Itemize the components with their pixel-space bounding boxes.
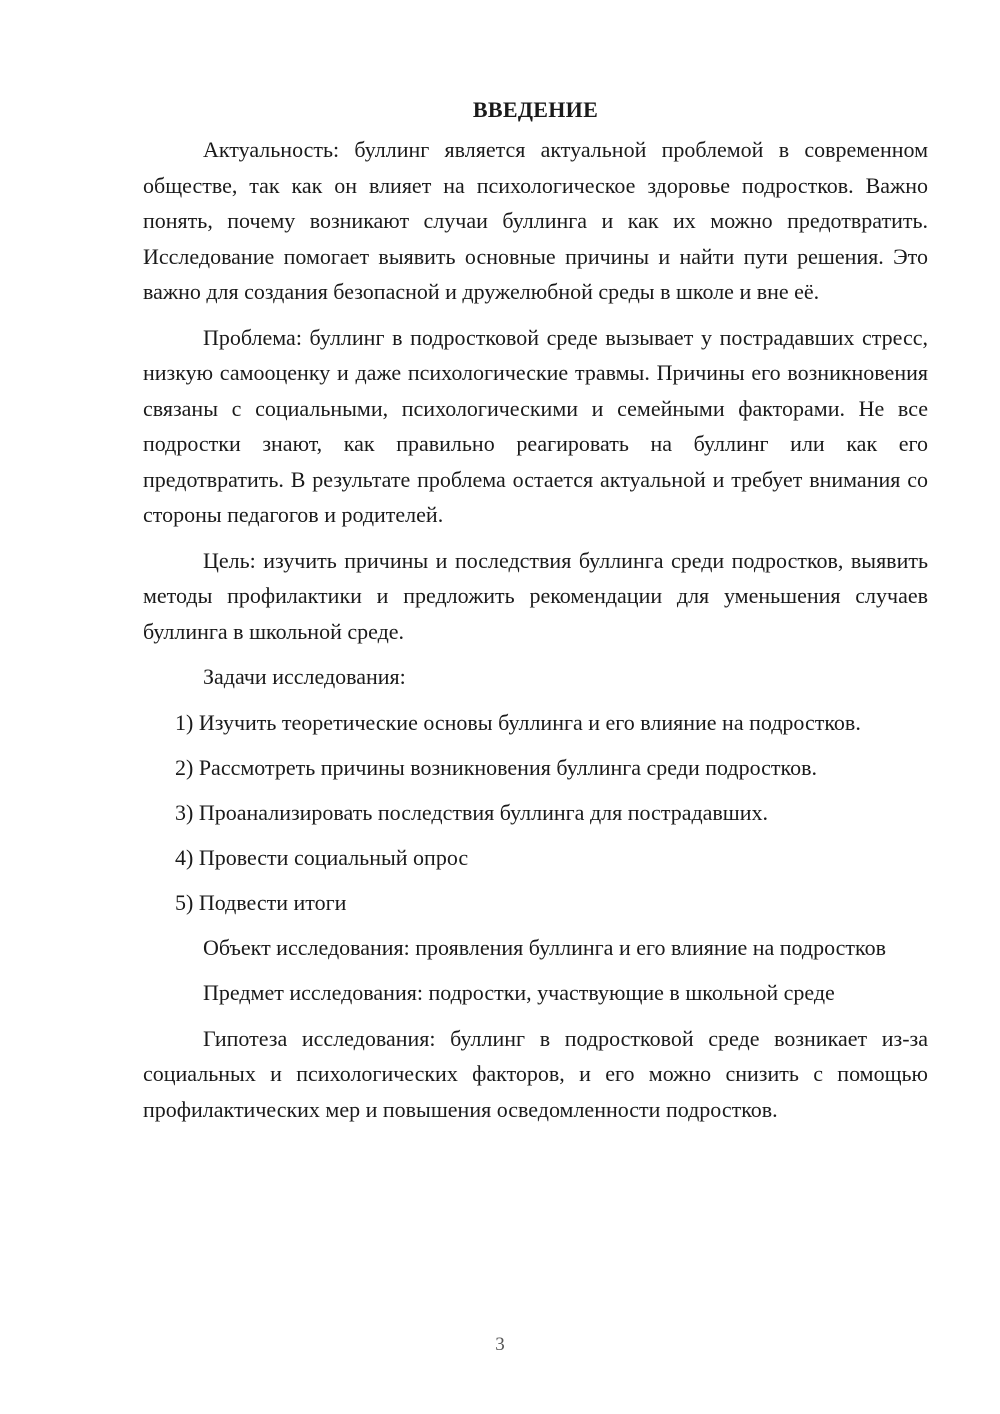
paragraph-object: Объект исследования: проявления буллинга и его влияние на подростков — [203, 934, 886, 960]
tasks-list — [143, 705, 928, 921]
paragraph-goal: Цель: изучить причины и последствия буллинга среди подростков, выявить методы профилактики и предложить рекомендации для уменьшения случаев буллинга в школьной среде. — [143, 547, 928, 644]
list-item: 4) Провести социальный опрос — [175, 844, 469, 870]
paragraph-hypothesis: Гипотеза исследования: буллинг в подростковой среде возникает из-за социальных и психологических факторов, и его можно снизить с помощью профилактических мер и повышения осведомленности подростков. — [143, 1025, 928, 1122]
paragraph-subject: Предмет исследования: подростки, участвующие в школьной среде — [203, 980, 835, 1005]
page-title: ВВЕДЕНИЕ — [472, 97, 599, 122]
document-page — [143, 95, 928, 1137]
list-item: 1) Изучить теоретические основы буллинга и его влияние на подростков. — [175, 709, 861, 735]
list-item: 2) Рассмотреть причины возникновения буллинга среди подростков. — [175, 754, 817, 780]
paragraph-problem: Проблема: буллинг в подростковой среде вызывает у пострадавших стресс, низкую самооценку и даже психологические травмы. Причины его возникновения связаны с социальными, психологическими и семейными факторами. Не все подростки знают, как правильно реагировать на буллинг или как его предотвратить. В результате проблема остается актуальной и требует внимания со стороны педагогов и родителей. — [143, 324, 928, 527]
page-number: 3 — [495, 1334, 505, 1355]
paragraph-relevance: Актуальность: буллинг является актуальной проблемой в современном обществе, так как он влияет на психологическое здоровье подростков. Важно понять, почему возникают случаи буллинга и как их можно предотвратить. Исследование помогает выявить основные причины и найти пути решения. Это важно для создания безопасной и дружелюбной среды в школе и вне её. — [143, 137, 928, 304]
tasks-heading: Задачи исследования: — [203, 664, 406, 689]
list-item: 5) Подвести итоги — [175, 889, 347, 915]
list-item: 3) Проанализировать последствия буллинга для пострадавших. — [175, 799, 769, 825]
